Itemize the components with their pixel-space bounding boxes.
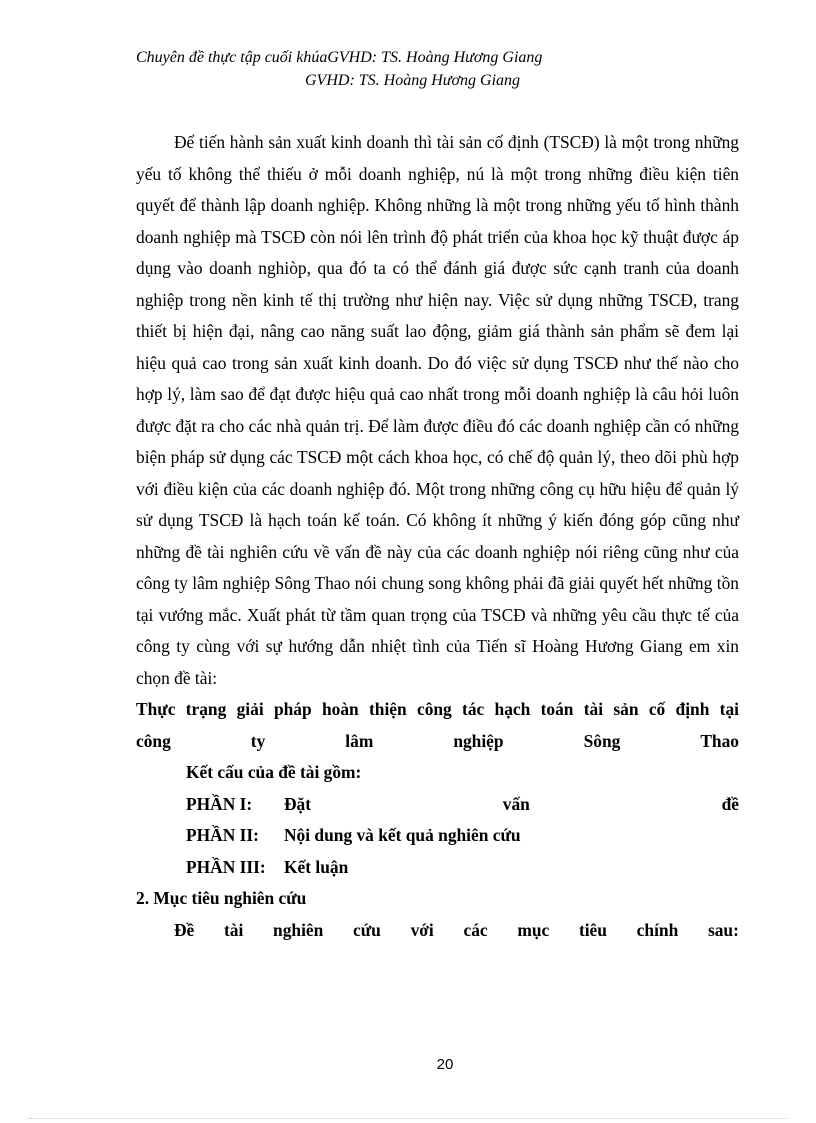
part-2-label: PHẦN II: xyxy=(186,825,259,845)
title-word: nghiệp xyxy=(453,730,504,751)
objective-word: chính xyxy=(636,919,679,940)
part-3 xyxy=(136,852,739,884)
part-1-label: PHẦN I: xyxy=(186,793,253,814)
title-word: lâm xyxy=(345,730,374,751)
thesis-title-line-1: Thực trạng giải pháp hoàn thiện công tác hạch toán tài sản cố định tại xyxy=(136,699,739,719)
title-word: ty xyxy=(250,730,266,751)
header-line-2: GVHD: TS. Hoàng Hương Giang xyxy=(305,72,521,89)
part-2 xyxy=(136,820,739,852)
title-word: Thao xyxy=(700,730,739,751)
page-number: 20 xyxy=(436,1056,454,1073)
thesis-title-line-2 xyxy=(136,726,739,758)
running-header xyxy=(136,46,696,92)
structure-label: Kết cấu của đề tài gồm: xyxy=(186,762,362,782)
part-1-title xyxy=(284,789,739,821)
title-word: Sông xyxy=(583,730,621,751)
part-3-title: Kết luận xyxy=(284,856,349,877)
objective-word: sau: xyxy=(707,919,739,940)
part-2-title: Nội dung và kết quả nghiên cứu xyxy=(284,825,521,845)
objectives-line xyxy=(136,915,739,947)
objective-word: cứu xyxy=(353,919,381,940)
objective-word: Đề xyxy=(174,919,195,940)
section-heading: 2. Mục tiêu nghiên cứu xyxy=(136,888,307,908)
part-1 xyxy=(136,789,739,821)
part-1-word: đề xyxy=(721,793,739,814)
objective-word: với xyxy=(410,919,434,940)
title-word: công xyxy=(136,730,171,751)
part-3-label: PHẦN III: xyxy=(186,856,266,877)
objective-word: tiêu xyxy=(578,919,607,940)
intro-paragraph: Để tiến hành sản xuất kinh doanh thì tài sản cố định (TSCĐ) là một trong những yếu tố không thể thiếu ở mỗi doanh nghiệp, nú là một trong những điều kiện tiên quyết để thành lập doanh nghiệp. Không những là một trong những yếu tố hình thành doanh nghiệp mà TSCĐ còn nói lên trình độ phát triển của khoa học kỹ thuật được áp dụng vào doanh nghiòp, qua đó ta có thể đánh giá được sức cạnh tranh của doanh nghiệp trong nền kinh tế thị trường như hiện nay. Việc sử dụng những TSCĐ, trang thiết bị hiện đại, nâng cao năng suất lao động, giảm giá thành sản phẩm sẽ đem lại hiệu quả cao trong sản xuất kinh doanh. Do đó việc sử dụng TSCĐ như thế nào cho hợp lý, làm sao để đạt được hiệu quả cao nhất trong mỗi doanh nghiệp là câu hỏi luôn được đặt ra cho các nhà quản trị. Để làm được điều đó các doanh nghiệp cần có những biện pháp sử dụng các TSCĐ một cách khoa học, có chế độ quản lý, theo dõi phù hợp với điều kiện của các doanh nghiệp đó. Một trong những công cụ hữu hiệu để quản lý sử dụng TSCĐ là hạch toán kế toán. Có không ít những ý kiến đóng góp cũng như những đề tài nghiên cứu về vấn đề này của các doanh nghiệp nói riêng cũng như của công ty lâm nghiệp Sông Thao nói chung song không phải đã giải quyết hết những tồn tại vướng mắc. Xuất phát từ tầm quan trọng của TSCĐ và những yêu cầu thực tế của công ty cùng với sự hướng dẫn nhiệt tình của Tiến sĩ Hoàng Hương Giang em xin chọn đề tài: xyxy=(136,132,739,688)
header-line-1: Chuyên đề thực tập cuối khúaGVHD: TS. Hoàng Hương Giang xyxy=(136,49,543,66)
objective-word: nghiên xyxy=(273,919,324,940)
part-1-word: vấn xyxy=(502,793,530,814)
part-1-word: Đặt xyxy=(284,793,312,814)
page-body xyxy=(136,127,739,946)
page-bottom-divider xyxy=(28,1118,788,1119)
objective-word: mục xyxy=(517,919,550,940)
objective-word: các xyxy=(463,919,488,940)
objective-word: tài xyxy=(224,919,244,940)
